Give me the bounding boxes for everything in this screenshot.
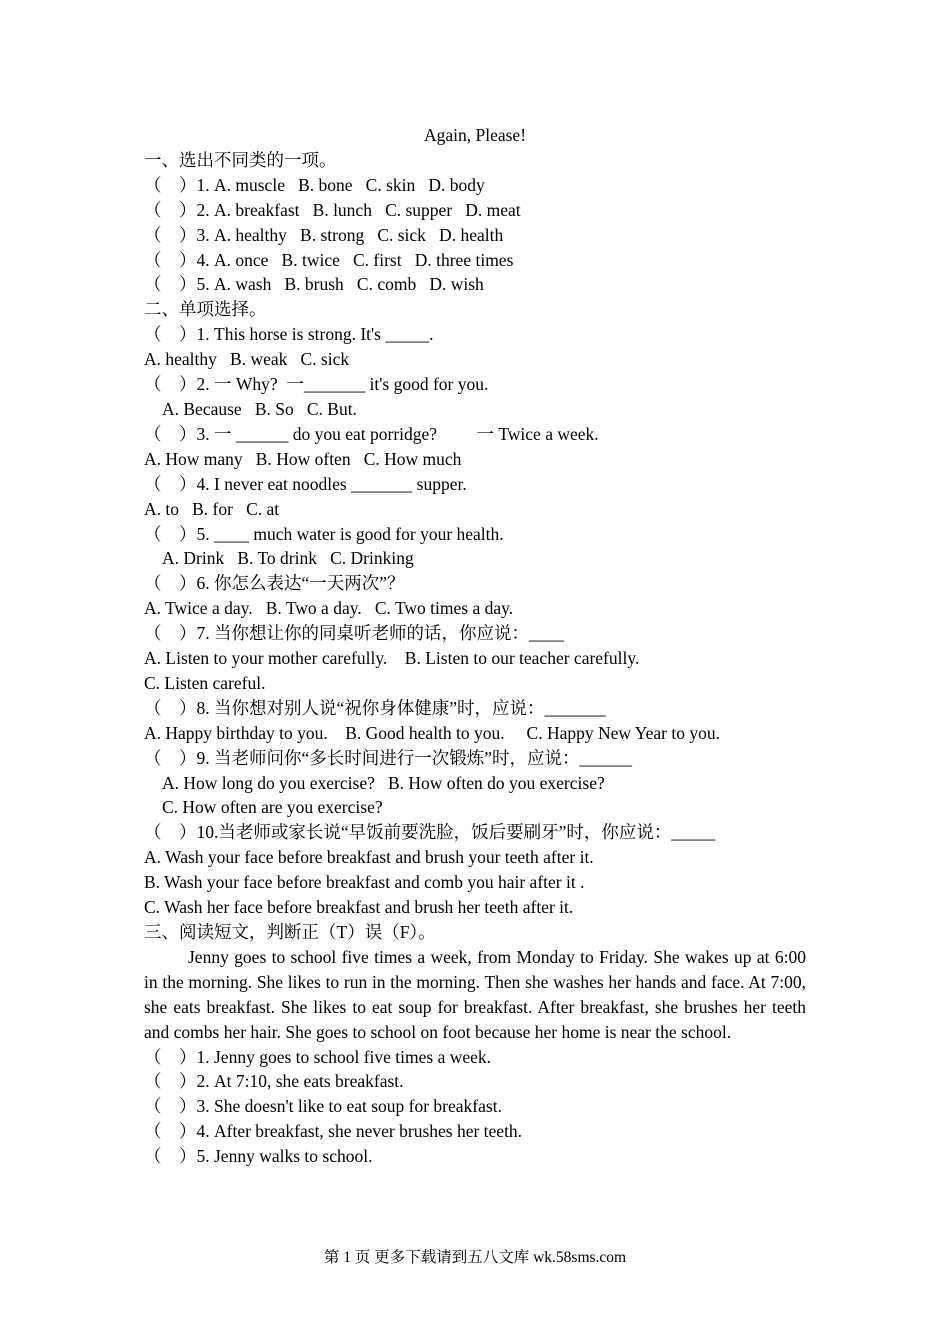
question-line: （ ）4. After breakfast, she never brushes her teeth.: [144, 1121, 523, 1142]
question-line: （ ）8. 当你想对别人说“祝你身体健康”时，应说：_______: [144, 697, 606, 718]
question-line: （ ）1. This horse is strong. It's _____.: [144, 324, 434, 345]
options-line: A. Drink B. To drink C. Drinking: [162, 548, 414, 569]
page-footer: 第 1 页 更多下载请到五八文库 wk.58sms.com: [323, 1249, 627, 1266]
question-line: （ ）5. ____ much water is good for your health.: [144, 523, 504, 544]
question-line: （ ）9. 当老师问你“多长时间进行一次锻炼”时，应说：______: [144, 747, 633, 768]
question-line: （ ）4. A. once B. twice C. first D. three times: [144, 249, 514, 270]
options-line: A. How long do you exercise? B. How often do you exercise?: [162, 772, 605, 793]
question-line: （ ）1. A. muscle B. bone C. skin D. body: [144, 174, 485, 195]
options-line: C. How often are you exercise?: [162, 797, 383, 818]
section-2-heading: 二、单项选择。: [144, 299, 267, 320]
section-1-heading: 一、选出不同类的一项。: [144, 149, 337, 170]
question-line: （ ）7. 当你想让你的同桌听老师的话，你应说：____: [144, 623, 564, 644]
question-line: （ ）2. 一 Why? 一_______ it's good for you.: [144, 374, 489, 395]
options-line: A. Wash your face before breakfast and brush your teeth after it.: [144, 847, 594, 868]
options-line: C. Wash her face before breakfast and brush her teeth after it.: [144, 897, 574, 918]
question-line: （ ）10.当老师或家长说“早饭前要洗脸，饭后要刷牙”时，你应说：_____: [144, 822, 716, 843]
options-line: A. Because B. So C. But.: [162, 398, 357, 419]
question-line: （ ）2. At 7:10, she eats breakfast.: [144, 1071, 404, 1092]
worksheet-title: Again, Please!: [423, 125, 527, 145]
worksheet-page: [144, 123, 806, 1169]
question-line: （ ）3. A. healthy B. strong C. sick D. health: [144, 224, 504, 245]
question-line: （ ）6. 你怎么表达“一天两次”？: [144, 573, 405, 594]
question-line: （ ）1. Jenny goes to school five times a week.: [144, 1046, 492, 1067]
options-line: B. Wash your face before breakfast and comb you hair after it .: [144, 872, 585, 893]
question-line: （ ）3. She doesn't like to eat soup for breakfast.: [144, 1096, 502, 1117]
reading-passage: Jenny goes to school five times a week, from Monday to Friday. She wakes up at 6:00 in the morning. She likes to run in the morning. Then she washes her hands and face. At 7:00, she eats breakfast. She likes to eat soup for breakfast. After breakfast, she brushes her teeth and combs her hair. She goes to school on foot because her home is near the school.: [144, 946, 806, 1042]
options-line: C. Listen careful.: [144, 672, 266, 693]
question-line: （ ）4. I never eat noodles _______ supper.: [144, 473, 467, 494]
options-line: A. Twice a day. B. Two a day. C. Two times a day.: [144, 598, 514, 619]
options-line: A. How many B. How often C. How much: [144, 448, 462, 469]
options-line: A. Happy birthday to you. B. Good health to you. C. Happy New Year to you.: [144, 722, 720, 743]
question-line: （ ）2. A. breakfast B. lunch C. supper D. meat: [144, 199, 521, 220]
section-3-heading: 三、阅读短文，判断正（T）误（F）。: [144, 922, 436, 942]
options-line: A. Listen to your mother carefully. B. Listen to our teacher carefully.: [144, 648, 640, 669]
options-line: A. to B. for C. at: [144, 498, 280, 519]
question-line: （ ）5. Jenny walks to school.: [144, 1146, 373, 1167]
question-line: （ ）3. 一 ______ do you eat porridge? 一 Twice a week.: [144, 423, 599, 444]
options-line: A. healthy B. weak C. sick: [144, 349, 350, 370]
question-line: （ ）5. A. wash B. brush C. comb D. wish: [144, 274, 484, 295]
